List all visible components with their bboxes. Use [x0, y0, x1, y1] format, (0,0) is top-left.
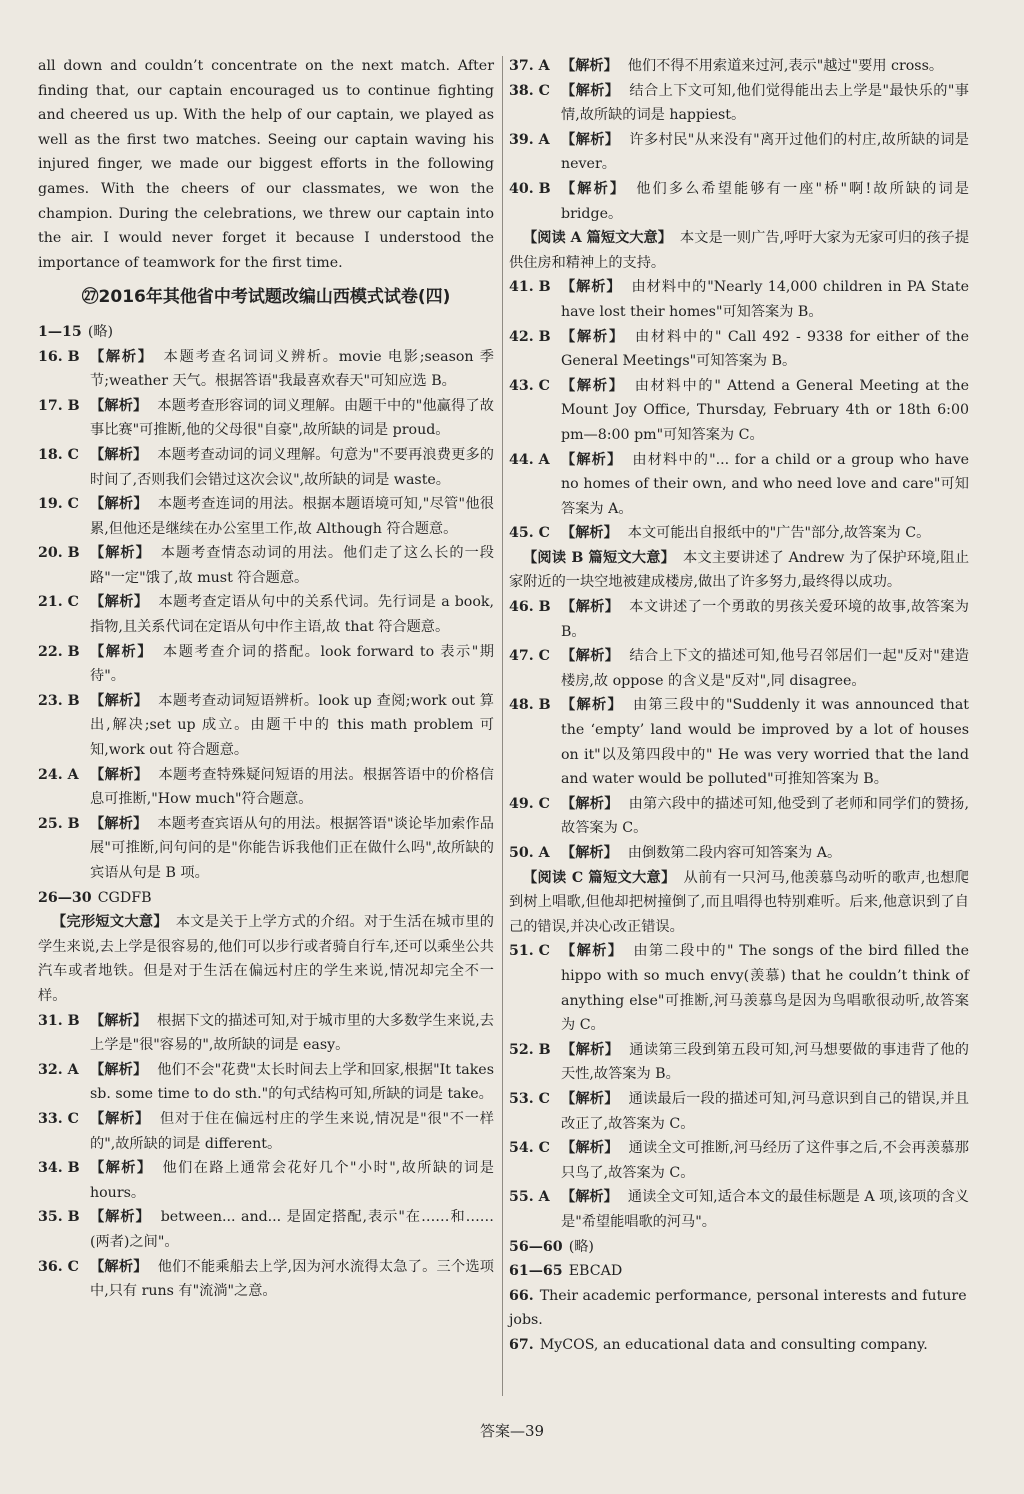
analysis-tag: 【解析】 [90, 815, 148, 832]
answer-number: 67. [509, 1336, 534, 1353]
writing-answer [509, 1259, 969, 1284]
answer-explanation: 由第六段中的描述可知,他受到了老师和同学们的赞扬,故答案为 C。 [561, 795, 969, 837]
right-column [509, 54, 969, 1357]
analysis-tag: 【解析】 [90, 1012, 148, 1029]
analysis-tag: 【解析】 [561, 1189, 618, 1206]
answer-item [38, 492, 494, 541]
answer-explanation: 许多村民"从来没有"离开过他们的村庄,故所缺的词是 never。 [561, 131, 969, 173]
answer-explanation: 本题考查特殊疑问短语的用法。根据答语中的价格信息可推断,"How much"符合题意。 [90, 766, 494, 808]
answer-explanation: 由材料中的"Nearly 14,000 children in PA State have lost their homes"可知答案为 B。 [561, 279, 969, 320]
answer-explanation: 本题考查定语从句中的关系代词。先行词是 a book,指物,且关系代词在定语从句中作主语,故 that 符合题意。 [90, 594, 494, 636]
answer-item [509, 1038, 969, 1087]
answer-explanation: 本题考查形容词的词义理解。由题干中的"他赢得了故事比赛"可推断,他的父母很"自豪",故所缺的词是 proud。 [90, 397, 494, 439]
answer-number: 53. C [509, 1090, 550, 1107]
answer-explanation: 本文讲述了一个勇敢的男孩关爱环境的故事,故答案为 B。 [561, 599, 969, 640]
answer-number: 21. C [38, 594, 79, 611]
analysis-tag: 【解析】 [561, 328, 625, 345]
reading-a-summary-title: 【阅读 A 篇短文大意】 [523, 230, 672, 247]
answer-explanation: 他们在路上通常会花好几个"小时",故所缺的词是 hours。 [90, 1160, 494, 1201]
analysis-tag: 【解析】 [90, 496, 148, 513]
answer-number: 46. B [509, 599, 551, 616]
answer-number: 50. A [509, 845, 550, 861]
reading-c-summary-text: 从前有一只河马,他羡慕鸟动听的歌声,也想爬到树上唱歌,但他却把树撞倒了,而且唱得也特别难听。后来,他意识到了自己的错误,并决心改正错误。 [509, 869, 969, 935]
analysis-tag: 【解析】 [90, 1160, 153, 1177]
analysis-tag: 【解析】 [561, 795, 619, 812]
analysis-tag: 【解析】 [90, 1258, 148, 1275]
answer-explanation: 他们不得不用索道来过河,表示"越过"要用 cross。 [627, 58, 944, 74]
answer-number: 48. B [509, 697, 551, 714]
answer-number: 34. B [38, 1160, 80, 1177]
cloze-summary-text: 本文是关于上学方式的介绍。对于生活在城市里的学生来说,去上学是很容易的,他们可以步行或者骑自行车,还可以乘坐公共汽车或者地铁。但是对于生活在偏远村庄的学生来说,情况却完全不一样。 [38, 914, 494, 1004]
answer-item [509, 177, 969, 226]
answer-item [38, 1058, 494, 1107]
answer-text: Their academic performance, personal interests and future jobs. [509, 1287, 967, 1329]
answer-number: 49. C [509, 795, 550, 812]
answer-number: 31. B [38, 1012, 80, 1029]
cloze-summary-title: 【完形短文大意】 [52, 914, 168, 931]
answer-item [38, 590, 494, 639]
answer-item [509, 374, 969, 448]
answer-number: 44. A [509, 451, 550, 468]
answer-number: 38. C [509, 82, 550, 99]
answer-item [38, 1009, 494, 1058]
column-divider [502, 56, 503, 1396]
left-column [38, 54, 494, 1304]
answer-explanation: 本题考查介词的搭配。look forward to 表示"期待"。 [90, 643, 494, 685]
analysis-tag: 【解析】 [90, 348, 154, 365]
answer-item [38, 1156, 494, 1205]
answer-item [38, 394, 494, 443]
answer-number: 36. C [38, 1258, 79, 1275]
answer-item [509, 521, 969, 546]
answer-number: 39. A [509, 131, 550, 148]
answer-explanation: 由第三段中的"Suddenly it was announced that the ‘empty’ land would be improved by a lot of houses on it"以及第四段中的" He was very worried that the land and water would be polluted"可推知答案为 B。 [561, 697, 969, 788]
analysis-tag: 【解析】 [90, 446, 148, 463]
analysis-tag: 【解析】 [561, 82, 620, 99]
answer-explanation: 通读全文可推断,河马经历了这件事之后,不会再羡慕那只鸟了,故答案为 C。 [561, 1140, 969, 1181]
writing-answer [509, 1284, 969, 1333]
analysis-tag: 【解析】 [561, 1090, 619, 1107]
analysis-tag: 【解析】 [90, 545, 151, 562]
answer-number: 26—30 [38, 889, 92, 906]
answer-explanation: 他们不会"花费"太长时间去上学和回家,根据"It takes sb. some time to do sth."的句式结构可知,所缺的词是 take。 [90, 1061, 494, 1103]
answer-item [509, 128, 969, 177]
reading-c-summary [509, 866, 969, 940]
analysis-tag: 【解析】 [561, 599, 620, 616]
answer-item [509, 939, 969, 1037]
answer-number: 20. B [38, 545, 80, 562]
answer-item [509, 79, 969, 128]
answer-number: 24. A [38, 766, 79, 783]
reading-a-summary-text: 本文是一则广告,呼吁大家为无家可归的孩子提供住房和精神上的支持。 [509, 230, 970, 271]
answer-number: 66. [509, 1287, 534, 1304]
page-footer: 答案—39 [479, 1422, 545, 1440]
answer-item [509, 54, 969, 79]
reading-a-answers [509, 275, 969, 546]
analysis-tag: 【解析】 [90, 643, 153, 660]
answer-explanation: 由第二段中的" The songs of the bird filled the hippo with so much envy(羡慕) that he couldn’t think of anything else"可推断,河马羡慕鸟是因为鸟唱歌很动听,故答案为 C。 [561, 943, 969, 1034]
analysis-tag: 【解析】 [561, 180, 627, 197]
answer-item [509, 1136, 969, 1185]
left-answer-list-2 [38, 1009, 494, 1304]
reading-a-summary [509, 226, 969, 275]
cloze-summary [38, 910, 494, 1008]
analysis-tag: 【解析】 [561, 943, 624, 960]
answer-item [38, 763, 494, 812]
writing-answers [509, 1235, 969, 1358]
answer-number: 47. C [509, 648, 550, 665]
analysis-tag: 【解析】 [561, 648, 620, 665]
answer-item [509, 1185, 969, 1234]
answer-number: 25. B [38, 815, 80, 832]
answer-text: MyCOS, an educational data and consulting company. [539, 1336, 928, 1353]
answer-number: 1—15 [38, 323, 82, 340]
analysis-tag: 【解析】 [561, 845, 618, 861]
answer-item [38, 345, 494, 394]
writing-answer [509, 1333, 969, 1358]
answer-text: (略) [568, 1238, 594, 1255]
answer-explanation: 他们多么希望能够有一座"桥"啊!故所缺的词是 bridge。 [561, 180, 969, 222]
answer-explanation: 本题考查宾语从句的用法。根据答语"谈论毕加索作品展"可推断,问句问的是"你能告诉我他们正在做什么吗",故所缺的宾语从句是 B 项。 [90, 815, 494, 881]
answer-number: 41. B [509, 279, 551, 296]
answer-text: (略) [87, 323, 114, 340]
answer-explanation: 通读最后一段的描述可知,河马意识到自己的错误,并且改正了,故答案为 C。 [561, 1090, 969, 1132]
analysis-tag: 【解析】 [90, 594, 149, 611]
answer-explanation: 本题考查动词短语辨析。look up 查阅;work out 算出,解决;set up 成立。由题干中的 this math problem 可知,work out 符合题意。 [90, 692, 494, 759]
answer-item [509, 841, 969, 866]
answer-number: 40. B [509, 180, 551, 197]
answer-item [38, 1205, 494, 1254]
reading-b-summary-title: 【阅读 B 篇短文大意】 [523, 549, 676, 566]
analysis-tag: 【解析】 [561, 377, 625, 394]
analysis-tag: 【解析】 [561, 525, 618, 542]
answer-item [509, 595, 969, 644]
answer-number: 32. A [38, 1061, 79, 1078]
answer-item [38, 689, 494, 763]
analysis-tag: 【解析】 [90, 766, 149, 783]
answer-item [38, 812, 494, 886]
analysis-tag: 【解析】 [561, 58, 618, 74]
answer-explanation: 由材料中的"... for a child or a group who have no homes of their own, and who need love and care"可知答案为 A。 [561, 451, 969, 517]
answer-item [509, 693, 969, 791]
answer-explanation: 本题考查情态动词的用法。他们走了这么长的一段路"一定"饿了,故 must 符合题意。 [90, 545, 494, 586]
reading-b-answers [509, 595, 969, 866]
answer-number: 52. B [509, 1041, 551, 1058]
answer-explanation: 由材料中的" Attend a General Meeting at the Mount Joy Office, Thursday, February 4th or 18th 6:00 pm—8:00 pm"可知答案为 C。 [561, 377, 969, 443]
answer-number: 54. C [509, 1140, 550, 1157]
answer-item [38, 443, 494, 492]
answer-number: 22. B [38, 643, 80, 660]
reading-c-answers [509, 939, 969, 1234]
analysis-tag: 【解析】 [561, 131, 620, 148]
answer-number: 17. B [38, 397, 80, 414]
analysis-tag: 【解析】 [90, 1110, 150, 1127]
answer-number: 56—60 [509, 1238, 563, 1255]
answer-explanation: 由倒数第二段内容可知答案为 A。 [627, 845, 842, 861]
reading-b-summary [509, 546, 969, 595]
answer-item [38, 1107, 494, 1156]
answer-explanation: 本题考查连词的用法。根据本题语境可知,"尽管"他很累,但他还是继续在办公室里工作,故 Although 符合题意。 [90, 496, 494, 537]
answer-number: 51. C [509, 943, 550, 960]
right-answer-list [509, 54, 969, 226]
answer-number: 43. C [509, 377, 550, 394]
answer-number: 35. B [38, 1209, 80, 1226]
left-answer-list [38, 320, 494, 910]
answer-item [38, 640, 494, 689]
analysis-tag: 【解析】 [561, 279, 622, 296]
answer-item [509, 644, 969, 693]
answer-explanation: 通读全文可知,适合本文的最佳标题是 A 项,该项的含义是"希望能唱歌的河马"。 [561, 1189, 969, 1230]
reading-b-summary-text: 本文主要讲述了 Andrew 为了保护环境,阻止家附近的一块空地被建成楼房,做出了许多努力,最终得以成功。 [509, 549, 970, 591]
answer-text: CGDFB [97, 889, 152, 906]
answer-range [38, 886, 494, 911]
answer-item [38, 541, 494, 590]
essay-ending: all down and couldn’t concentrate on the next match. After finding that, our captain encouraged us to continue fighting and cheered us up. With the help of our captain, we played as well as the first two matches. Seeing our captain waving his injured finger, we made our biggest efforts in the following games. With the cheers of our classmates, we won the champion. During the celebrations, we threw our captain into the air. I would never forget it because I understood the importance of teamwork for the first time. [38, 58, 494, 271]
answer-number: 16. B [38, 348, 80, 365]
answer-explanation: 本题考查动词的词义理解。句意为"不要再浪费更多的时间了,否则我们会错过这次会议",故所缺的词是 waste。 [90, 446, 494, 488]
answer-number: 55. A [509, 1189, 550, 1206]
analysis-tag: 【解析】 [561, 1140, 619, 1157]
answer-number: 42. B [509, 328, 551, 345]
answer-item [509, 325, 969, 374]
answer-item [509, 792, 969, 841]
answer-explanation: 由材料中的" Call 492 - 9338 for either of the General Meetings"可知答案为 B。 [561, 328, 969, 370]
answer-explanation: 结合上下文的描述可知,他号召邻居们一起"反对"建造楼房,故 oppose 的含义是"反对",同 disagree。 [561, 648, 969, 689]
answer-explanation: 本题考查名词词义辨析。movie 电影;season 季节;weather 天气。根据答语"我最喜欢春天"可知应选 B。 [90, 348, 494, 390]
analysis-tag: 【解析】 [561, 697, 623, 714]
answer-explanation: 通读第三段到第五段可知,河马想要做的事违背了他的天性,故答案为 B。 [561, 1041, 969, 1083]
answer-number: 61—65 [509, 1263, 563, 1280]
answer-explanation: 根据下文的描述可知,对于城市里的大多数学生来说,去上学是"很"容易的",故所缺的词是 easy。 [90, 1012, 494, 1054]
analysis-tag: 【解析】 [561, 451, 623, 468]
answer-explanation: 他们不能乘船去上学,因为河水流得太急了。三个选项中,只有 runs 有"流淌"之意。 [90, 1258, 494, 1300]
answer-number: 33. C [38, 1110, 79, 1127]
analysis-tag: 【解析】 [90, 1061, 148, 1078]
answer-explanation: 结合上下文可知,他们觉得能出去上学是"最快乐的"事情,故所缺的词是 happiest。 [561, 82, 969, 124]
answer-explanation: 本文可能出自报纸中的"广告"部分,故答案为 C。 [627, 525, 931, 542]
answer-item [509, 448, 969, 522]
writing-answer [509, 1235, 969, 1260]
answer-number: 18. C [38, 446, 79, 463]
answer-explanation: 但对于住在偏远村庄的学生来说,情况是"很"不一样的",故所缺的词是 different。 [90, 1110, 494, 1152]
analysis-tag: 【解析】 [561, 1041, 620, 1058]
answer-item [509, 275, 969, 324]
answer-number: 19. C [38, 496, 79, 513]
section-title: ㉗2016年其他省中考试题改编山西模式试卷(四) [81, 287, 451, 308]
answer-explanation: between... and... 是固定搭配,表示"在……和……(两者)之间"。 [90, 1209, 494, 1250]
reading-c-summary-title: 【阅读 C 篇短文大意】 [523, 869, 676, 886]
answer-number: 45. C [509, 525, 550, 542]
answer-text: EBCAD [568, 1263, 623, 1280]
answer-item [509, 1087, 969, 1136]
analysis-tag: 【解析】 [90, 692, 149, 709]
analysis-tag: 【解析】 [90, 397, 148, 414]
answer-number: 37. A [509, 58, 550, 74]
answer-number: 23. B [38, 692, 80, 709]
analysis-tag: 【解析】 [90, 1209, 151, 1226]
answer-item [38, 1255, 494, 1304]
answer-range [38, 320, 494, 345]
